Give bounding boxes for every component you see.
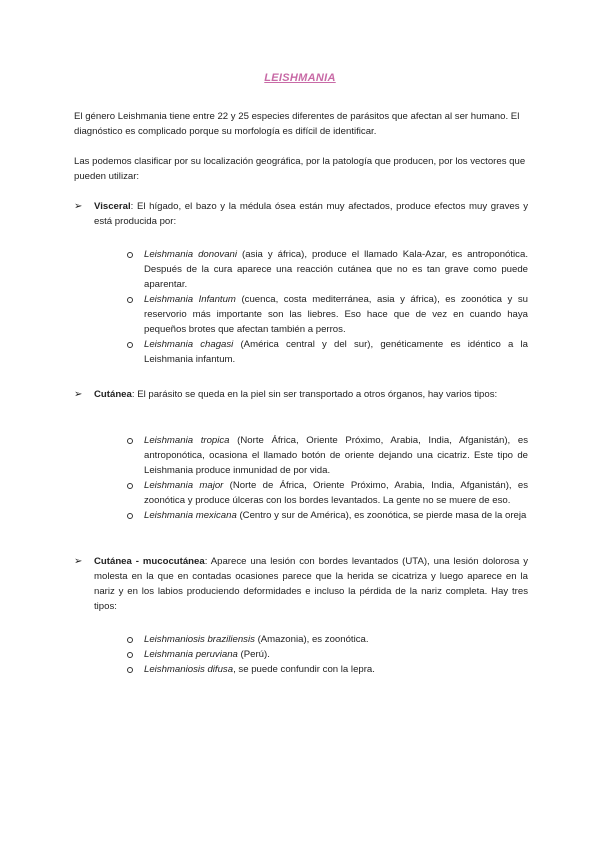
circle-bullet-icon xyxy=(127,652,133,658)
species-name: Leishmania tropica xyxy=(144,435,230,446)
list-item xyxy=(144,662,528,677)
species-description: , se puede confundir con la lepra. xyxy=(233,664,375,675)
section-description: : El parásito se queda en la piel sin ser transportado a otros órganos, hay varios tipos: xyxy=(131,389,498,400)
section-heading: Visceral xyxy=(94,201,131,212)
section-heading: Cutánea - mucocutánea xyxy=(94,556,205,567)
list-item xyxy=(144,292,528,337)
species-description: (Centro y sur de América), es zoonótica, se pierde masa de la oreja xyxy=(236,510,527,521)
species-name: Leishmania Infantum xyxy=(144,294,236,305)
species-name: Leishmania major xyxy=(144,480,224,491)
list-item xyxy=(144,337,528,367)
circle-bullet-icon xyxy=(127,637,133,643)
list-item xyxy=(144,247,528,292)
list-item xyxy=(144,632,528,647)
section-mucocutanea xyxy=(74,554,528,675)
circle-bullet-icon xyxy=(127,483,133,489)
species-description: (Norte de África, Oriente Próximo, Arabia, India, Afganistán), es zoonótica y produce úlceras con los bordes levantados. La gente no se muere de eso. xyxy=(144,480,528,506)
species-name: Leishmaniosis braziliensis xyxy=(144,634,255,645)
circle-bullet-icon xyxy=(127,667,133,673)
species-list xyxy=(144,433,528,523)
circle-bullet-icon xyxy=(127,342,133,348)
arrow-bullet-icon: ➢ xyxy=(74,389,83,400)
species-description: (América central y del sur), genéticamente es idéntico a la Leishmania infantum. xyxy=(144,339,528,365)
section-description: : El hígado, el bazo y la médula ósea están muy afectados, produce efectos muy graves y está producida por: xyxy=(94,201,528,227)
arrow-bullet-icon: ➢ xyxy=(74,556,83,567)
section-cutanea xyxy=(74,387,528,521)
section-text xyxy=(94,199,528,229)
species-name: Leishmania mexicana xyxy=(144,510,237,521)
list-item xyxy=(144,478,528,508)
page-title: LEISHMANIA xyxy=(264,72,336,84)
species-description: (asia y áfrica), produce el llamado Kala-Azar, es antroponótica. Después de la cura aparece una reacción cutánea que no es tan grave como puede aparentar. xyxy=(144,249,528,290)
list-item xyxy=(144,508,528,523)
species-name: Leishmania peruviana xyxy=(144,649,238,660)
species-name: Leishmania donovani xyxy=(144,249,238,260)
circle-bullet-icon xyxy=(127,438,133,444)
section-text xyxy=(94,554,528,614)
circle-bullet-icon xyxy=(127,513,133,519)
species-name: Leishmania chagasi xyxy=(144,339,234,350)
species-description: (cuenca, costa mediterránea, asia y áfrica), es zoonótica y su reservorio más importante son las liebres. Eso hace que de vez en cuando haya pequeños brotes que afectan también a perros. xyxy=(144,294,529,335)
circle-bullet-icon xyxy=(127,252,133,258)
classification-paragraph: Las podemos clasificar por su localización geográfica, por la patología que producen, por los vectores que pueden utilizar: xyxy=(74,156,526,182)
species-description: (Amazonia), es zoonótica. xyxy=(254,634,369,645)
circle-bullet-icon xyxy=(127,297,133,303)
species-description: (Norte África, Oriente Próximo, Arabia, India, Afganistán), es antroponótica, ocasiona el llamado botón de oriente dejando una cicatriz. Este tipo de Leishmania produce inmunidad de por vida. xyxy=(144,435,528,476)
intro-paragraph: El género Leishmania tiene entre 22 y 25 especies diferentes de parásitos que afectan al ser humano. El diagnóstico es complicado porque su morfología es difícil de identificar. xyxy=(74,111,520,137)
list-item xyxy=(144,433,528,478)
section-heading: Cutánea xyxy=(94,389,132,400)
species-description: (Perú). xyxy=(237,649,270,660)
list-item xyxy=(144,647,528,662)
section-description: : Aparece una lesión con bordes levantados (UTA), una lesión dolorosa y molesta en la que en contadas ocasiones parece que la herida se cicatriza y luego aparece en la nariz y en los labios produciendo deformidades e incluso la pérdida de la nariz completa. Hay tres tipos: xyxy=(94,556,528,612)
species-name: Leishmaniosis difusa xyxy=(144,664,234,675)
arrow-bullet-icon: ➢ xyxy=(74,201,83,212)
species-list xyxy=(144,632,528,677)
section-text xyxy=(94,387,528,402)
section-visceral xyxy=(74,199,529,365)
species-list xyxy=(144,247,528,367)
